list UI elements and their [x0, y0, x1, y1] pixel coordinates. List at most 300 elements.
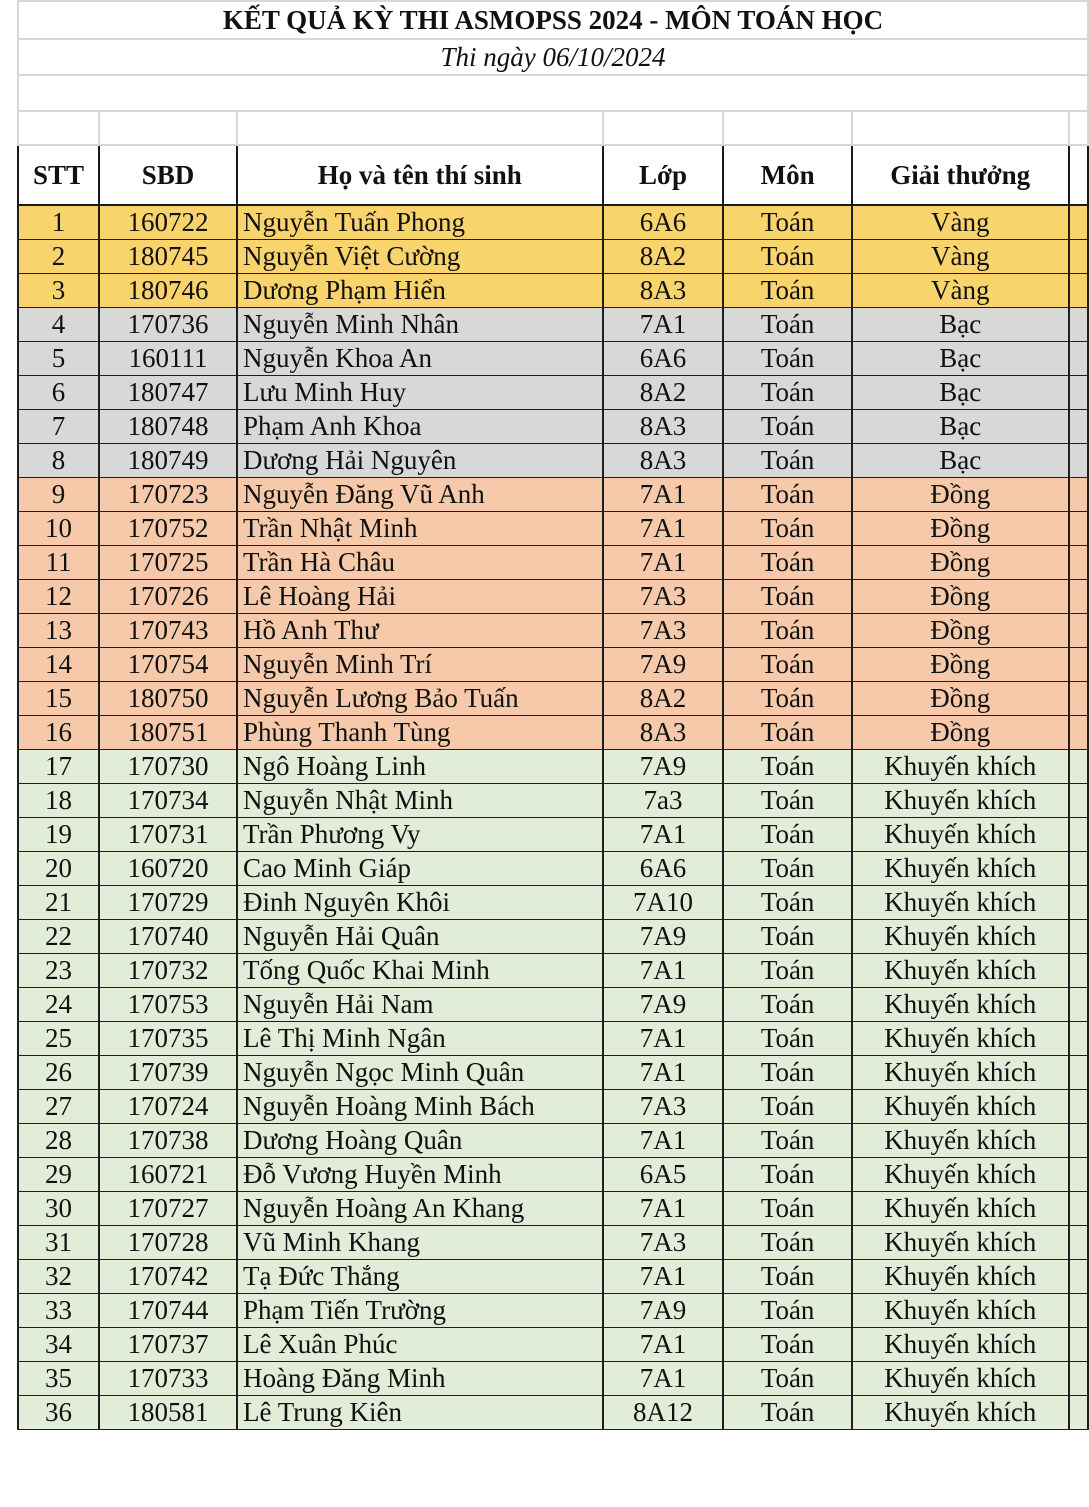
cell-subject[interactable]: Toán	[723, 444, 851, 478]
cell-sbd[interactable]: 170752	[99, 512, 237, 546]
cell-stt[interactable]: 19	[18, 818, 99, 852]
cell-name[interactable]: Nguyễn Hoàng An Khang	[237, 1192, 603, 1226]
cell-award[interactable]: Khuyến khích	[852, 920, 1069, 954]
cell-extra[interactable]	[1069, 240, 1088, 274]
cell-award[interactable]: Khuyến khích	[852, 750, 1069, 784]
cell-name[interactable]: Tống Quốc Khai Minh	[237, 954, 603, 988]
table-row	[18, 852, 1088, 886]
table-row	[18, 240, 1088, 274]
cell-sbd[interactable]: 170739	[99, 1056, 237, 1090]
cell-sbd[interactable]: 170727	[99, 1192, 237, 1226]
cell-name[interactable]: Hồ Anh Thư	[237, 614, 603, 648]
cell-name[interactable]: Lưu Minh Huy	[237, 376, 603, 410]
cell-sbd[interactable]: 170737	[99, 1328, 237, 1362]
cell-extra[interactable]	[1069, 342, 1088, 376]
cell-name[interactable]: Nguyễn Minh Trí	[237, 648, 603, 682]
cell-extra[interactable]	[1069, 920, 1088, 954]
table-row	[18, 818, 1088, 852]
cell-class[interactable]: 7A1	[603, 954, 724, 988]
cell-name[interactable]: Phạm Anh Khoa	[237, 410, 603, 444]
cell-extra[interactable]	[1069, 1362, 1088, 1396]
table-row	[18, 920, 1088, 954]
cell-award[interactable]: Khuyến khích	[852, 1192, 1069, 1226]
cell-award[interactable]: Khuyến khích	[852, 1022, 1069, 1056]
table-row	[18, 954, 1088, 988]
cell-name[interactable]: Cao Minh Giáp	[237, 852, 603, 886]
cell-stt[interactable]: 18	[18, 784, 99, 818]
cell-sbd[interactable]: 170754	[99, 648, 237, 682]
cell-award[interactable]: Khuyến khích	[852, 784, 1069, 818]
cell-award[interactable]: Vàng	[852, 274, 1069, 308]
cell-name[interactable]: Nguyễn Đăng Vũ Anh	[237, 478, 603, 512]
cell-award[interactable]: Khuyến khích	[852, 1362, 1069, 1396]
cell-name[interactable]: Dương Hải Nguyên	[237, 444, 603, 478]
cell-stt[interactable]: 28	[18, 1124, 99, 1158]
cell-class[interactable]: 6A5	[603, 1158, 724, 1192]
table-row	[18, 1396, 1088, 1430]
cell-sbd[interactable]: 170738	[99, 1124, 237, 1158]
cell-class[interactable]: 8A3	[603, 274, 724, 308]
cell-subject[interactable]: Toán	[723, 342, 851, 376]
cell-class[interactable]: 7A1	[603, 1124, 724, 1158]
cell-award[interactable]: Khuyến khích	[852, 1090, 1069, 1124]
cell-award[interactable]: Khuyến khích	[852, 1158, 1069, 1192]
cell-name[interactable]: Nguyễn Ngọc Minh Quân	[237, 1056, 603, 1090]
table-row	[18, 376, 1088, 410]
table-row	[18, 1124, 1088, 1158]
cell-class[interactable]: 7a3	[603, 784, 724, 818]
cell-sbd[interactable]: 170728	[99, 1226, 237, 1260]
table-row	[18, 580, 1088, 614]
cell-stt[interactable]: 32	[18, 1260, 99, 1294]
cell-name[interactable]: Nguyễn Hải Nam	[237, 988, 603, 1022]
header-name[interactable]: Họ và tên thí sinh	[237, 145, 603, 205]
empty-cell[interactable]	[99, 111, 237, 145]
sheet-subtitle[interactable]: Thi ngày 06/10/2024	[18, 39, 1088, 75]
cell-stt[interactable]: 17	[18, 750, 99, 784]
cell-subject[interactable]: Toán	[723, 1362, 851, 1396]
cell-stt[interactable]: 34	[18, 1328, 99, 1362]
cell-extra[interactable]	[1069, 682, 1088, 716]
cell-subject[interactable]: Toán	[723, 1158, 851, 1192]
cell-stt[interactable]: 5	[18, 342, 99, 376]
cell-sbd[interactable]: 170730	[99, 750, 237, 784]
cell-class[interactable]: 7A1	[603, 1022, 724, 1056]
cell-sbd[interactable]: 170731	[99, 818, 237, 852]
cell-stt[interactable]: 13	[18, 614, 99, 648]
cell-subject[interactable]: Toán	[723, 1294, 851, 1328]
sheet-title[interactable]: KẾT QUẢ KỲ THI ASMOPSS 2024 - MÔN TOÁN HỌC	[18, 1, 1088, 39]
cell-class[interactable]: 7A1	[603, 1056, 724, 1090]
cell-subject[interactable]: Toán	[723, 546, 851, 580]
cell-award[interactable]: Bạc	[852, 376, 1069, 410]
cell-extra[interactable]	[1069, 274, 1088, 308]
cell-extra[interactable]	[1069, 205, 1088, 240]
cell-award[interactable]: Khuyến khích	[852, 954, 1069, 988]
table-row	[18, 1260, 1088, 1294]
cell-sbd[interactable]: 170735	[99, 1022, 237, 1056]
cell-award[interactable]: Khuyến khích	[852, 1260, 1069, 1294]
cell-extra[interactable]	[1069, 376, 1088, 410]
cell-name[interactable]: Đỗ Vương Huyền Minh	[237, 1158, 603, 1192]
cell-name[interactable]: Hoàng Đăng Minh	[237, 1362, 603, 1396]
cell-stt[interactable]: 29	[18, 1158, 99, 1192]
cell-subject[interactable]: Toán	[723, 1226, 851, 1260]
cell-extra[interactable]	[1069, 648, 1088, 682]
cell-subject[interactable]: Toán	[723, 1056, 851, 1090]
cell-award[interactable]: Khuyến khích	[852, 818, 1069, 852]
cell-class[interactable]: 8A3	[603, 444, 724, 478]
cell-stt[interactable]: 9	[18, 478, 99, 512]
cell-sbd[interactable]: 170729	[99, 886, 237, 920]
cell-extra[interactable]	[1069, 954, 1088, 988]
cell-class[interactable]: 7A1	[603, 1192, 724, 1226]
cell-subject[interactable]: Toán	[723, 1260, 851, 1294]
cell-subject[interactable]: Toán	[723, 920, 851, 954]
cell-stt[interactable]: 36	[18, 1396, 99, 1430]
cell-sbd[interactable]: 170753	[99, 988, 237, 1022]
cell-award[interactable]: Khuyến khích	[852, 1396, 1069, 1430]
cell-stt[interactable]: 20	[18, 852, 99, 886]
cell-subject[interactable]: Toán	[723, 580, 851, 614]
table-row	[18, 205, 1088, 240]
table-row	[18, 1056, 1088, 1090]
cell-award[interactable]: Đồng	[852, 546, 1069, 580]
cell-sbd[interactable]: 180747	[99, 376, 237, 410]
cell-award[interactable]: Vàng	[852, 205, 1069, 240]
cell-award[interactable]: Bạc	[852, 410, 1069, 444]
cell-award[interactable]: Đồng	[852, 648, 1069, 682]
table-row	[18, 716, 1088, 750]
cell-name[interactable]: Lê Trung Kiên	[237, 1396, 603, 1430]
cell-stt[interactable]: 15	[18, 682, 99, 716]
cell-stt[interactable]: 31	[18, 1226, 99, 1260]
cell-sbd[interactable]: 170733	[99, 1362, 237, 1396]
cell-stt[interactable]: 7	[18, 410, 99, 444]
cell-stt[interactable]: 24	[18, 988, 99, 1022]
cell-extra[interactable]	[1069, 852, 1088, 886]
cell-award[interactable]: Đồng	[852, 512, 1069, 546]
header-award[interactable]: Giải thưởng	[852, 145, 1069, 205]
cell-class[interactable]: 7A1	[603, 512, 724, 546]
cell-stt[interactable]: 14	[18, 648, 99, 682]
cell-name[interactable]: Nguyễn Hoàng Minh Bách	[237, 1090, 603, 1124]
cell-extra[interactable]	[1069, 614, 1088, 648]
cell-class[interactable]: 8A2	[603, 240, 724, 274]
cell-award[interactable]: Khuyến khích	[852, 1294, 1069, 1328]
cell-award[interactable]: Khuyến khích	[852, 1056, 1069, 1090]
header-extra[interactable]	[1069, 145, 1088, 205]
cell-award[interactable]: Đồng	[852, 478, 1069, 512]
cell-sbd[interactable]: 180748	[99, 410, 237, 444]
cell-subject[interactable]: Toán	[723, 512, 851, 546]
cell-extra[interactable]	[1069, 1056, 1088, 1090]
cell-subject[interactable]: Toán	[723, 478, 851, 512]
cell-stt[interactable]: 6	[18, 376, 99, 410]
cell-class[interactable]: 7A1	[603, 1260, 724, 1294]
cell-class[interactable]: 7A3	[603, 614, 724, 648]
cell-stt[interactable]: 1	[18, 205, 99, 240]
cell-stt[interactable]: 35	[18, 1362, 99, 1396]
cell-class[interactable]: 7A3	[603, 1226, 724, 1260]
cell-sbd[interactable]: 160720	[99, 852, 237, 886]
table-row	[18, 342, 1088, 376]
cell-extra[interactable]	[1069, 1124, 1088, 1158]
cell-name[interactable]: Nguyễn Lương Bảo Tuấn	[237, 682, 603, 716]
cell-name[interactable]: Trần Phương Vy	[237, 818, 603, 852]
cell-name[interactable]: Dương Phạm Hiển	[237, 274, 603, 308]
table-row	[18, 1192, 1088, 1226]
cell-class[interactable]: 8A2	[603, 682, 724, 716]
cell-extra[interactable]	[1069, 478, 1088, 512]
header-subject[interactable]: Môn	[723, 145, 851, 205]
cell-extra[interactable]	[1069, 716, 1088, 750]
cell-stt[interactable]: 12	[18, 580, 99, 614]
cell-extra[interactable]	[1069, 308, 1088, 342]
cell-sbd[interactable]: 180581	[99, 1396, 237, 1430]
cell-award[interactable]: Bạc	[852, 308, 1069, 342]
cell-subject[interactable]: Toán	[723, 1124, 851, 1158]
cell-extra[interactable]	[1069, 1158, 1088, 1192]
cell-sbd[interactable]: 170723	[99, 478, 237, 512]
cell-sbd[interactable]: 170734	[99, 784, 237, 818]
cell-sbd[interactable]: 170724	[99, 1090, 237, 1124]
cell-subject[interactable]: Toán	[723, 274, 851, 308]
cell-class[interactable]: 7A1	[603, 478, 724, 512]
cell-name[interactable]: Trần Hà Châu	[237, 546, 603, 580]
cell-extra[interactable]	[1069, 750, 1088, 784]
cell-class[interactable]: 6A6	[603, 205, 724, 240]
cell-stt[interactable]: 30	[18, 1192, 99, 1226]
cell-sbd[interactable]: 170732	[99, 954, 237, 988]
cell-name[interactable]: Ngô Hoàng Linh	[237, 750, 603, 784]
empty-cell[interactable]	[237, 111, 603, 145]
cell-class[interactable]: 7A9	[603, 750, 724, 784]
cell-name[interactable]: Nguyễn Việt Cường	[237, 240, 603, 274]
cell-class[interactable]: 7A1	[603, 1362, 724, 1396]
cell-stt[interactable]: 3	[18, 274, 99, 308]
cell-stt[interactable]: 23	[18, 954, 99, 988]
cell-award[interactable]: Khuyến khích	[852, 988, 1069, 1022]
cell-award[interactable]: Đồng	[852, 580, 1069, 614]
cell-sbd[interactable]: 180751	[99, 716, 237, 750]
cell-award[interactable]: Khuyến khích	[852, 1328, 1069, 1362]
cell-extra[interactable]	[1069, 444, 1088, 478]
table-row	[18, 274, 1088, 308]
cell-sbd[interactable]: 170725	[99, 546, 237, 580]
cell-class[interactable]: 7A9	[603, 1294, 724, 1328]
table-row	[18, 886, 1088, 920]
cell-award[interactable]: Khuyến khích	[852, 886, 1069, 920]
cell-class[interactable]: 7A9	[603, 648, 724, 682]
cell-name[interactable]: Phùng Thanh Tùng	[237, 716, 603, 750]
cell-extra[interactable]	[1069, 886, 1088, 920]
empty-row[interactable]	[18, 75, 1088, 111]
cell-subject[interactable]: Toán	[723, 614, 851, 648]
cell-award[interactable]: Khuyến khích	[852, 1124, 1069, 1158]
cell-sbd[interactable]: 160721	[99, 1158, 237, 1192]
cell-extra[interactable]	[1069, 1192, 1088, 1226]
cell-sbd[interactable]: 170744	[99, 1294, 237, 1328]
table-row	[18, 410, 1088, 444]
cell-subject[interactable]: Toán	[723, 1396, 851, 1430]
cell-sbd[interactable]: 170742	[99, 1260, 237, 1294]
table-row	[18, 1362, 1088, 1396]
cell-class[interactable]: 7A1	[603, 546, 724, 580]
cell-class[interactable]: 8A3	[603, 410, 724, 444]
cell-subject[interactable]: Toán	[723, 1022, 851, 1056]
cell-extra[interactable]	[1069, 1022, 1088, 1056]
cell-name[interactable]: Nguyễn Tuấn Phong	[237, 205, 603, 240]
cell-subject[interactable]: Toán	[723, 376, 851, 410]
cell-stt[interactable]: 2	[18, 240, 99, 274]
cell-subject[interactable]: Toán	[723, 1090, 851, 1124]
cell-extra[interactable]	[1069, 410, 1088, 444]
cell-award[interactable]: Khuyến khích	[852, 1226, 1069, 1260]
cell-class[interactable]: 7A1	[603, 1328, 724, 1362]
cell-sbd[interactable]: 180746	[99, 274, 237, 308]
cell-extra[interactable]	[1069, 1396, 1088, 1430]
cell-sbd[interactable]: 170743	[99, 614, 237, 648]
cell-subject[interactable]: Toán	[723, 988, 851, 1022]
cell-name[interactable]: Đinh Nguyên Khôi	[237, 886, 603, 920]
header-row	[18, 145, 1088, 205]
cell-stt[interactable]: 22	[18, 920, 99, 954]
cell-extra[interactable]	[1069, 1328, 1088, 1362]
empty-cell[interactable]	[852, 111, 1069, 145]
header-sbd[interactable]: SBD	[99, 145, 237, 205]
table-row	[18, 1294, 1088, 1328]
cell-name[interactable]: Nguyễn Hải Quân	[237, 920, 603, 954]
cell-name[interactable]: Phạm Tiến Trường	[237, 1294, 603, 1328]
cell-name[interactable]: Trần Nhật Minh	[237, 512, 603, 546]
cell-class[interactable]: 7A10	[603, 886, 724, 920]
cell-class[interactable]: 6A6	[603, 852, 724, 886]
cell-award[interactable]: Đồng	[852, 716, 1069, 750]
cell-subject[interactable]: Toán	[723, 205, 851, 240]
cell-subject[interactable]: Toán	[723, 716, 851, 750]
cell-name[interactable]: Dương Hoàng Quân	[237, 1124, 603, 1158]
table-row	[18, 784, 1088, 818]
cell-subject[interactable]: Toán	[723, 410, 851, 444]
cell-sbd[interactable]: 180750	[99, 682, 237, 716]
cell-sbd[interactable]: 160722	[99, 205, 237, 240]
cell-subject[interactable]: Toán	[723, 648, 851, 682]
cell-award[interactable]: Đồng	[852, 614, 1069, 648]
empty-cell[interactable]	[1069, 111, 1088, 145]
cell-stt[interactable]: 27	[18, 1090, 99, 1124]
header-class[interactable]: Lớp	[603, 145, 724, 205]
cell-subject[interactable]: Toán	[723, 852, 851, 886]
cell-subject[interactable]: Toán	[723, 682, 851, 716]
cell-class[interactable]: 8A3	[603, 716, 724, 750]
cell-subject[interactable]: Toán	[723, 818, 851, 852]
table-row	[18, 988, 1088, 1022]
cell-name[interactable]: Lê Xuân Phúc	[237, 1328, 603, 1362]
cell-stt[interactable]: 25	[18, 1022, 99, 1056]
cell-class[interactable]: 8A12	[603, 1396, 724, 1430]
cell-subject[interactable]: Toán	[723, 954, 851, 988]
empty-cell[interactable]	[723, 111, 851, 145]
cell-class[interactable]: 7A3	[603, 1090, 724, 1124]
cell-award[interactable]: Bạc	[852, 444, 1069, 478]
cell-stt[interactable]: 4	[18, 308, 99, 342]
cell-stt[interactable]: 21	[18, 886, 99, 920]
cell-extra[interactable]	[1069, 1260, 1088, 1294]
cell-class[interactable]: 7A9	[603, 920, 724, 954]
cell-sbd[interactable]: 180745	[99, 240, 237, 274]
cell-name[interactable]: Nguyễn Khoa An	[237, 342, 603, 376]
cell-extra[interactable]	[1069, 1294, 1088, 1328]
cell-name[interactable]: Lê Hoàng Hải	[237, 580, 603, 614]
empty-cell[interactable]	[18, 111, 99, 145]
cell-extra[interactable]	[1069, 784, 1088, 818]
table-row	[18, 682, 1088, 716]
cell-subject[interactable]: Toán	[723, 886, 851, 920]
cell-class[interactable]: 7A1	[603, 308, 724, 342]
header-stt[interactable]: STT	[18, 145, 99, 205]
table-row	[18, 512, 1088, 546]
cell-sbd[interactable]: 160111	[99, 342, 237, 376]
cell-name[interactable]: Nguyễn Nhật Minh	[237, 784, 603, 818]
empty-cell[interactable]	[603, 111, 724, 145]
cell-name[interactable]: Nguyễn Minh Nhân	[237, 308, 603, 342]
cell-sbd[interactable]: 170740	[99, 920, 237, 954]
cell-extra[interactable]	[1069, 580, 1088, 614]
cell-class[interactable]: 7A3	[603, 580, 724, 614]
cell-subject[interactable]: Toán	[723, 240, 851, 274]
table-row	[18, 478, 1088, 512]
cell-award[interactable]: Bạc	[852, 342, 1069, 376]
cell-stt[interactable]: 10	[18, 512, 99, 546]
cell-extra[interactable]	[1069, 1226, 1088, 1260]
cell-subject[interactable]: Toán	[723, 750, 851, 784]
cell-subject[interactable]: Toán	[723, 784, 851, 818]
cell-class[interactable]: 8A2	[603, 376, 724, 410]
cell-award[interactable]: Vàng	[852, 240, 1069, 274]
table-row	[18, 1022, 1088, 1056]
cell-stt[interactable]: 16	[18, 716, 99, 750]
cell-sbd[interactable]: 180749	[99, 444, 237, 478]
table-row	[18, 1090, 1088, 1124]
cell-stt[interactable]: 26	[18, 1056, 99, 1090]
cell-subject[interactable]: Toán	[723, 1328, 851, 1362]
cell-stt[interactable]: 8	[18, 444, 99, 478]
cell-extra[interactable]	[1069, 988, 1088, 1022]
cell-class[interactable]: 6A6	[603, 342, 724, 376]
cell-award[interactable]: Khuyến khích	[852, 852, 1069, 886]
table-row	[18, 614, 1088, 648]
table-row	[18, 1328, 1088, 1362]
cell-class[interactable]: 7A9	[603, 988, 724, 1022]
cell-stt[interactable]: 11	[18, 546, 99, 580]
cell-name[interactable]: Vũ Minh Khang	[237, 1226, 603, 1260]
cell-name[interactable]: Lê Thị Minh Ngân	[237, 1022, 603, 1056]
cell-extra[interactable]	[1069, 1090, 1088, 1124]
cell-sbd[interactable]: 170736	[99, 308, 237, 342]
cell-award[interactable]: Đồng	[852, 682, 1069, 716]
cell-extra[interactable]	[1069, 546, 1088, 580]
cell-sbd[interactable]: 170726	[99, 580, 237, 614]
cell-class[interactable]: 7A1	[603, 818, 724, 852]
cell-stt[interactable]: 33	[18, 1294, 99, 1328]
cell-subject[interactable]: Toán	[723, 308, 851, 342]
cell-extra[interactable]	[1069, 512, 1088, 546]
cell-subject[interactable]: Toán	[723, 1192, 851, 1226]
cell-name[interactable]: Tạ Đức Thắng	[237, 1260, 603, 1294]
table-row	[18, 750, 1088, 784]
cell-extra[interactable]	[1069, 818, 1088, 852]
